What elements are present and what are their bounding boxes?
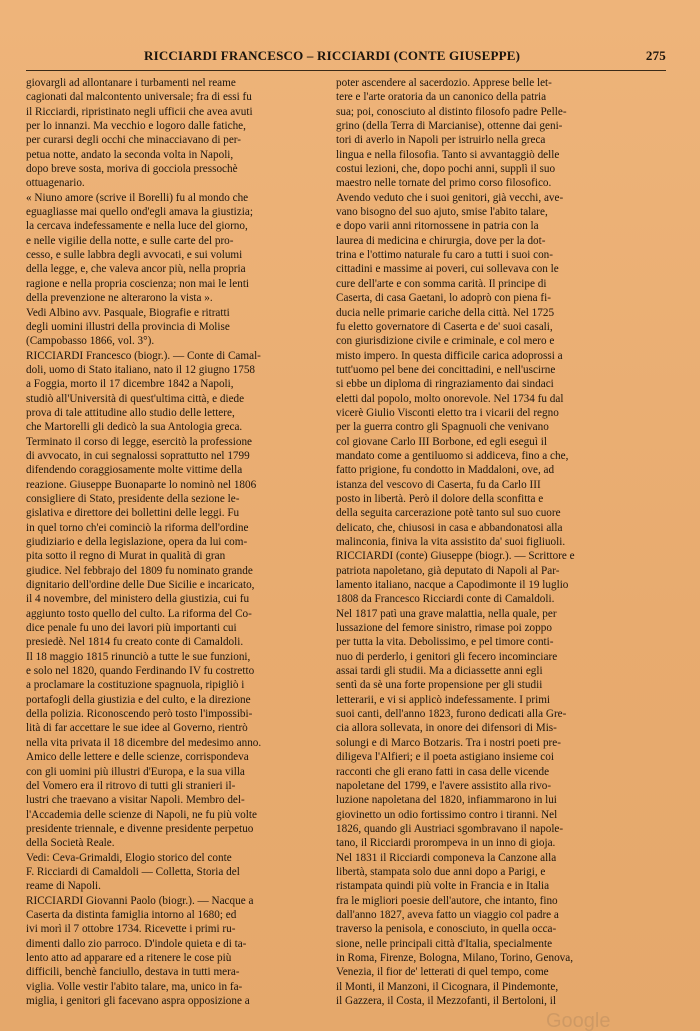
- text-line: ducia nelle primarie cariche della città. Nel 1725: [336, 306, 555, 319]
- text-line: in quel torno ch'ei cominciò la riforma dell'ordine: [26, 521, 249, 534]
- text-line: petua notte, andato la seconda volta in Napoli,: [26, 148, 234, 161]
- text-line: libertà, stampata solo due anni dopo a Parigi, e: [336, 865, 546, 878]
- text-line: letterarii, e vi si applicò indefessamente. I primi: [336, 693, 551, 706]
- text-line: cittadini e massime ai poveri, cui sollevava con le: [336, 263, 559, 276]
- text-line: Vedi: Ceva-Grimaldi, Elogio storico del conte: [26, 851, 232, 864]
- text-line: ragione e nella propria coscienza; non mai le lenti: [26, 277, 250, 290]
- text-line: e dopo varii anni ritornossene in patria con la: [336, 220, 539, 233]
- text-line: Terminato il corso di legge, esercitò la professione: [26, 435, 252, 448]
- text-line: degli uomini illustri della provincia di Molise: [26, 320, 230, 333]
- text-line: si ebbe un diploma di ringraziamento dai sindaci: [336, 378, 554, 391]
- text-line: tutt'uomo pel bene dei concittadini, e nell'uscirne: [336, 363, 556, 376]
- text-line: cure dell'arte e con somma carità. Il principe di: [336, 277, 547, 290]
- text-line: costui lezioni, che, dopo pochi anni, supplì il suo: [336, 163, 556, 176]
- text-line: trina e l'ottimo naturale fu caro a tutti i suoi con-: [336, 249, 553, 262]
- text-line: lussazione del femore sinistro, rimase poi zoppo: [336, 622, 552, 635]
- text-line: racconti che gli erano fatti in casa delle vicende: [336, 765, 550, 778]
- text-line: del Vomero era il ritrovo di tutti gli stranieri il-: [26, 779, 236, 792]
- text-line: tere e l'arte oratoria da un canonico della patria: [336, 91, 547, 104]
- text-line: dice penale fu uno dei lavori più importanti cui: [26, 622, 237, 635]
- text-line: ivi morì il 7 ottobre 1734. Ricevette i primi ru-: [26, 923, 236, 936]
- text-line: giudice. Nel febbrajo del 1809 fu nominato grande: [26, 564, 253, 577]
- text-line: fatto prigione, fu condotto in Maddaloni, ove, ad: [336, 464, 555, 477]
- text-line: Caserta, di casa Gaetani, lo adoprò con piena fi-: [336, 292, 551, 305]
- text-line: tori di averlo in Napoli per istruirlo nella greca: [336, 134, 546, 147]
- text-line: studiò all'Università di quest'ultima città, e diede: [26, 392, 245, 405]
- text-line: misto impero. In questa difficile carica adoprossi a: [336, 349, 563, 362]
- text-line: luzione napoletana del 1820, infiammarono in lui: [336, 794, 557, 807]
- text-line: ristampata quindi più volte in Francia e in Italia: [336, 880, 550, 893]
- text-line: giovargli ad allontanare i turbamenti nel reame: [26, 77, 236, 89]
- text-line: di avvocato, in cui segnalossi soprattutto nel 1799: [26, 449, 250, 462]
- text-line: doli, uomo di Stato italiano, nato il 12 giugno 1758: [26, 363, 256, 376]
- text-line: reazione. Giuseppe Buonaparte lo nominò nel 1806: [26, 478, 257, 491]
- text-line: grino (della Terra di Marcianise), ottenne dai geni-: [336, 120, 563, 133]
- text-line: RICCIARDI (conte) Giuseppe (biogr.). — Scrittore e: [336, 550, 575, 563]
- scan-watermark-logo: [542, 1007, 692, 1031]
- text-line: « Niuno amore (scrive il Borelli) fu al mondo che: [26, 191, 249, 204]
- text-line: (Campobasso 1866, vol. 3°).: [26, 335, 155, 348]
- text-line: a proclamare la costituzione spagnuola, ripigliò i: [26, 679, 245, 692]
- text-line: RICCIARDI Giovanni Paolo (biogr.). — Nacque a: [26, 894, 254, 907]
- text-line: dignitario dell'ordine delle Due Sicilie e incaricato,: [26, 579, 255, 592]
- text-line: fra le migliori poesie dell'autore, che intanto, fino: [336, 894, 558, 907]
- text-line: presidente triennale, e divenne presidente perpetuo: [26, 822, 254, 835]
- text-line: vicerè Giulio Visconti eletto tra i vicarii del regno: [336, 406, 559, 419]
- text-line: miglia, i genitori gli facevano aspra opposizione a: [26, 995, 250, 1007]
- text-line: per lo innanzi. Ma vecchio e logoro dalle fatiche,: [26, 120, 246, 133]
- svg-text:Google: Google: [546, 1010, 611, 1031]
- text-line: in Roma, Firenze, Bologna, Milano, Torino, Genova,: [336, 951, 574, 964]
- text-line: e nelle vigilie della notte, e sulle carte del pro-: [26, 234, 234, 247]
- text-line: Venezia, il fior de' letterati di quel tempo, come: [336, 966, 549, 979]
- text-line: il Monti, il Manzoni, il Cicognara, il Pindemonte,: [336, 980, 559, 993]
- text-line: giovinetto un odio fortissimo contro i tiranni. Nel: [336, 808, 558, 821]
- text-line: mandato come a gentiluomo si addiceva, fino a che,: [336, 449, 569, 462]
- text-line: napoletane del 1799, e l'avere assistito alla rivo-: [336, 779, 552, 792]
- text-line: Vedi Albino avv. Pasquale, Biografie e ritratti: [26, 306, 230, 319]
- text-line: 1826, quando gli Austriaci sgombravano il napole-: [336, 822, 564, 835]
- text-line: lamento italiano, nacque a Capodimonte il 19 luglio: [336, 579, 569, 592]
- text-line: poter ascendere al sacerdozio. Apprese belle let-: [336, 77, 552, 89]
- text-line: lento atto ad apparare ed a ritenere le cose più: [26, 951, 232, 964]
- text-line: a Foggia, morto il 17 dicembre 1842 a Napoli,: [26, 378, 234, 391]
- page-number: 275: [645, 48, 666, 63]
- text-line: Il 18 maggio 1815 rinunciò a tutte le sue funzioni,: [26, 650, 251, 663]
- text-line: tano, il Ricciardi prorompeva in un inno di gioja.: [336, 837, 556, 850]
- text-line: eguagliasse mai quello ond'egli amava la giustizia;: [26, 206, 253, 219]
- text-line: dimenti dallo zio parroco. D'indole quieta e di ta-: [26, 937, 247, 950]
- text-line: lità di far accettare le sue idee al Governo, rientrò: [26, 722, 248, 735]
- text-line: eletti dal popolo, molto onorevole. Nel 1734 fu dal: [336, 392, 564, 405]
- text-line: lustri che traevano a visitar Napoli. Membro del-: [26, 794, 245, 807]
- text-line: dopo breve sosta, moriva di gocciola pressochè: [26, 163, 238, 176]
- text-line: Amico delle lettere e delle scienze, corrispondeva: [26, 751, 249, 764]
- text-line: presiedè. Nel 1814 fu creato conte di Camaldoli.: [26, 636, 244, 649]
- text-line: e solo nel 1820, quando Ferdinando IV fu costretto: [26, 665, 255, 678]
- text-line: il 4 novembre, del ministero della giustizia, cui fu: [26, 593, 250, 606]
- text-line: sentì da sè una forte propensione per gli studii: [336, 679, 543, 692]
- text-line: difendendo coraggiosamente molte vittime della: [26, 464, 243, 477]
- text-line: prova di tale attitudine allo studio delle lettere,: [26, 406, 235, 419]
- running-title: RICCIARDI FRANCESCO – RICCIARDI (CONTE GIUSEPPE): [144, 48, 521, 63]
- text-line: della prevenzione ne alterarono la vista ».: [26, 292, 213, 305]
- text-line: vano bisogno del suo ajuto, smise l'abito talare,: [336, 206, 548, 219]
- text-line: aggiunto tosto quello del culto. La riforma del Co-: [26, 607, 252, 620]
- text-line: reame di Napoli.: [26, 880, 101, 893]
- text-line: portafogli della giustizia e del culto, e la direzione: [26, 693, 251, 706]
- text-line: maestro nelle tornate del primo corso filosofico.: [336, 177, 552, 190]
- text-line: con giurisdizione civile e criminale, e col mero e: [336, 335, 555, 348]
- text-line: consigliere di Stato, presidente della sezione le-: [26, 492, 240, 505]
- text-line: patriota napoletano, già deputato di Napoli al Par-: [336, 564, 560, 577]
- right-text-column: [336, 76, 666, 1008]
- text-line: della polizia. Riconoscendo però tosto l'impossibi-: [26, 708, 253, 721]
- text-line: l'Accademia delle scienze di Napoli, ne fu più volte: [26, 808, 257, 821]
- text-line: il Gazzera, il Costa, il Mezzofanti, il Bertoloni, il: [336, 995, 556, 1007]
- text-line: della legge, e, che valeva ancor più, nella propria: [26, 263, 246, 276]
- text-line: F. Ricciardi di Camaldoli — Colletta, Storia del: [26, 865, 240, 878]
- text-line: per tutta la vita. Debolissimo, e pel timore conti-: [336, 636, 554, 649]
- text-line: assai tardi gli studii. Ma a diciassette anni egli: [336, 665, 543, 678]
- text-line: posto in libertà. Però il dolore della sconfitta e: [336, 492, 544, 505]
- text-line: cagionati dal malcontento universale; fra di essi fu: [26, 91, 252, 104]
- text-line: che Martorelli gli dedicò la sua Antologia greca.: [26, 421, 243, 434]
- text-line: ottuagenario.: [26, 177, 85, 190]
- text-line: fu eletto governatore di Caserta e de' suoi casali,: [336, 320, 553, 333]
- text-line: sione, nelle principali città d'Italia, specialmente: [336, 937, 553, 950]
- text-line: diligeva l'Alfieri; e il poeta astigiano insieme coi: [336, 751, 554, 764]
- text-line: laurea di medicina e chirurgia, dove per la dot-: [336, 234, 546, 247]
- text-line: RICCIARDI Francesco (biogr.). — Conte di Camal-: [26, 349, 261, 362]
- text-line: gislativa e direttore dei bollettini delle leggi. Fu: [26, 507, 240, 520]
- text-line: traverso la penisola, e conosciuto, in quella occa-: [336, 923, 557, 936]
- text-line: lingua e nella filosofia. Tanto si avvantaggiò delle: [336, 148, 560, 161]
- text-line: Nel 1831 il Ricciardi componeva la Canzone alla: [336, 851, 557, 864]
- text-line: cesso, e sulle labbra degli avvocati, e sui volumi: [26, 249, 243, 262]
- text-line: suoi canti, dell'anno 1823, furono dedicati alla Gre-: [336, 708, 567, 721]
- text-line: viglia. Volle vestir l'abito talare, ma, unico in fa-: [26, 980, 243, 993]
- text-line: delicato, che, chiusosi in casa e abbandonatosi alla: [336, 521, 563, 534]
- text-line: pita sotto il regno di Murat in qualità di gran: [26, 550, 226, 563]
- text-line: nuo di perderlo, i genitori gli fecero incominciare: [336, 650, 558, 663]
- text-line: il Ricciardi, ripristinato negli ufficii che avea avuti: [26, 105, 253, 118]
- text-line: della Società Reale.: [26, 837, 115, 850]
- left-text-column: [26, 76, 322, 1008]
- text-line: Avendo veduto che i suoi genitori, già vecchi, ave-: [336, 191, 564, 204]
- text-line: malinconia, finiva la vita assistito da' suoi figliuoli.: [336, 536, 566, 548]
- text-line: dall'anno 1827, aveva fatto un viaggio col padre a: [336, 908, 559, 921]
- text-line: per la guerra contro gli Spagnuoli che venivano: [336, 421, 549, 434]
- text-line: difficili, benchè fanciullo, destava in tutti mera-: [26, 966, 240, 979]
- header-rule: [26, 70, 666, 71]
- text-line: col giovane Carlo III Borbone, ed egli eseguì il: [336, 435, 547, 448]
- page-header: [26, 48, 666, 68]
- text-line: sua; poi, conosciuto al distinto filosofo padre Pelle-: [336, 105, 567, 118]
- text-line: Caserta da distinta famiglia intorno al 1680; ed: [26, 908, 237, 921]
- text-line: solungi e di Marco Botzaris. Tra i nostri poeti pre-: [336, 736, 561, 749]
- text-line: con gli uomini più illustri d'Europa, e la sua villa: [26, 765, 245, 778]
- text-line: 1808 da Francesco Ricciardi conte di Camaldoli.: [336, 593, 555, 606]
- text-line: cia allora sollevata, in onore dei difensori di Mis-: [336, 722, 557, 735]
- text-line: della seguita carcerazione potè tanto sul suo cuore: [336, 507, 561, 520]
- text-line: istanza del vescovo di Caserta, fu da Carlo III: [336, 478, 541, 491]
- text-line: la cercava indefessamente e nella luce del giorno,: [26, 220, 248, 233]
- text-line: Nel 1817 patì una grave malattia, nella quale, per: [336, 607, 557, 620]
- text-line: giudiziario e della legislazione, opera da lui com-: [26, 536, 248, 548]
- text-line: nella vita privata il 18 dicembre del medesimo anno.: [26, 736, 262, 749]
- text-line: per curarsi degli occhi che minacciavano di per-: [26, 134, 242, 147]
